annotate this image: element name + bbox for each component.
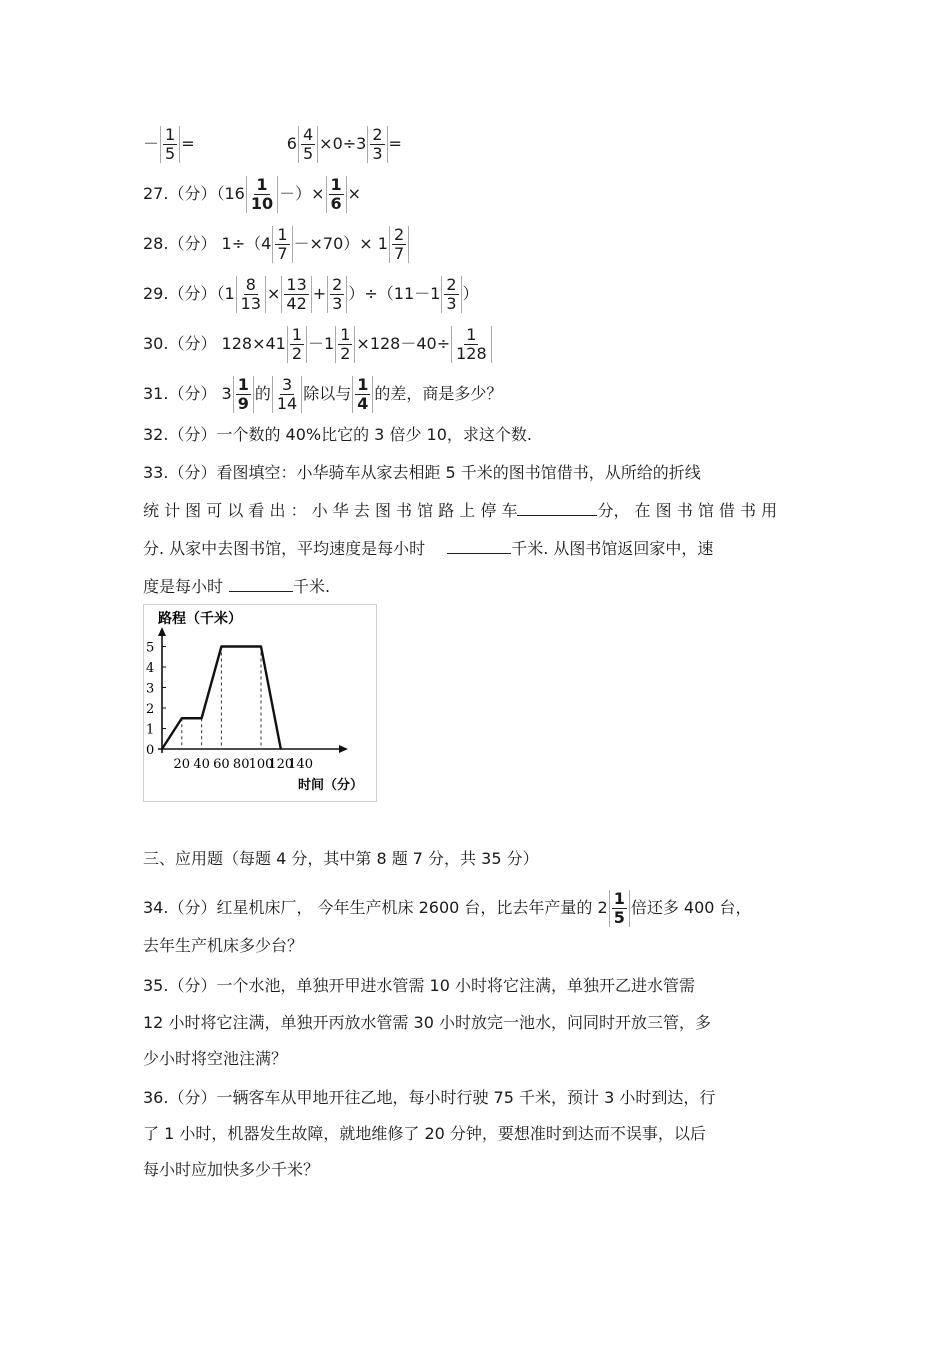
question-36-line-3: 每小时应加快多少千米？ — [143, 1160, 320, 1179]
x-tick-label: 120 — [268, 757, 294, 772]
chart-xlabel: 时间（分） — [298, 778, 364, 793]
x-tick-label: 60 — [213, 757, 230, 772]
question-33-line-1: 33.（分）看图填空：小华骑车从家去相距 5 千米的图书馆借书，从所给的折线 — [143, 463, 701, 482]
x-tick-label: 20 — [173, 757, 191, 772]
question-30: 30.（分） 128×41 $\frac{1}{2}$ －1 $\frac{1}{2}$ ×128－40÷ $\frac{1}{128}$ — [143, 326, 493, 363]
fraction: $\frac{1}{6}$ — [326, 176, 347, 213]
question-33-line-3: 分. 从家中去图书馆，平均速度是每小时 千米. 从图书馆返回家中，速 — [143, 539, 714, 558]
chart-title: 路程（千米） — [158, 611, 242, 627]
fraction: $\frac{2}{3}$ — [327, 276, 347, 313]
data-point — [161, 748, 163, 750]
y-tick-label: 3 — [146, 681, 155, 697]
answer-blank[interactable] — [517, 499, 597, 516]
chart-svg — [144, 605, 376, 801]
question-33-line-4: 度是每小时 千米. — [143, 577, 331, 596]
fraction: $\frac{1}{7}$ — [272, 226, 292, 263]
question-35-line-1: 35.（分）一个水池，单独开甲进水管需 10 小时将它注满，单独开乙进水管需 — [143, 976, 695, 995]
fraction: $\frac{4}{5}$ — [298, 126, 318, 163]
question-36-line-2: 了 1 小时，机器发生故障，就地维修了 20 分钟，要想准时到达而不误事，以后 — [143, 1124, 706, 1143]
y-tick-label: 4 — [146, 661, 155, 676]
x-tick-label: 100 — [248, 757, 274, 772]
fraction: $\frac{3}{14}$ — [272, 376, 302, 413]
fraction: $\frac{13}{42}$ — [281, 276, 311, 313]
fraction: $\frac{1}{10}$ — [246, 176, 278, 213]
y-tick-label: 2 — [146, 702, 155, 717]
y-tick-label: 0 — [146, 743, 155, 758]
fraction: $\frac{1}{128}$ — [451, 326, 492, 363]
distance-line — [162, 647, 281, 750]
section-3-heading: 三、应用题（每题 4 分，其中第 8 题 7 分，共 35 分） — [143, 849, 539, 868]
answer-blank[interactable] — [229, 575, 293, 592]
data-point — [280, 748, 282, 750]
question-34-line-2: 去年生产机床多少台？ — [143, 936, 304, 955]
data-point — [260, 646, 262, 648]
question-32: 32.（分）一个数的 40%比它的 3 倍少 10，求这个数. — [143, 425, 532, 444]
fraction: $\frac{1}{4}$ — [352, 376, 373, 413]
x-tick-label: 80 — [232, 757, 250, 772]
fraction: $\frac{8}{13}$ — [236, 276, 266, 313]
question-29: 29.（分）（1 $\frac{8}{13}$ × $\frac{13}{42}$ + $\frac{2}{3}$ ）÷（11－1 $\frac{2}{3}$ ） — [143, 275, 479, 313]
y-tick-label: 5 — [146, 640, 155, 656]
y-axis-arrow — [158, 627, 166, 636]
fraction: $\frac{2}{3}$ — [441, 276, 461, 313]
chart-ticks — [146, 641, 313, 773]
expression-line-top: － $\frac{1}{5}$ = 6 $\frac{4}{5}$ ×0÷3 $\frac{2}{3}$ = — [143, 125, 402, 163]
question-35-line-3: 少小时将空池注满？ — [143, 1049, 288, 1068]
fraction: $\frac{2}{7}$ — [389, 226, 409, 263]
data-point — [201, 717, 203, 719]
question-27: 27.（分）（16 $\frac{1}{10}$ －）× $\frac{1}{6}$ × — [143, 175, 362, 213]
fraction: $\frac{1}{5}$ — [160, 126, 180, 163]
question-35-line-2: 12 小时将它注满，单独开丙放水管需 30 小时放完一池水，问同时开放三管，多 — [143, 1013, 711, 1032]
fraction: $\frac{1}{5}$ — [609, 890, 630, 927]
fraction: $\frac{2}{3}$ — [367, 126, 387, 163]
data-point — [181, 717, 183, 719]
question-34-line-1: 34.（分）红星机床厂， 今年生产机床 2600 台，比去年产量的 2 $\frac{1}{5}$ 倍还多 400 台， — [143, 889, 752, 927]
question-36-line-1: 36.（分）一辆客车从甲地开往乙地，每小时行驶 75 千米，预计 3 小时到达，行 — [143, 1088, 716, 1107]
x-tick-label: 140 — [288, 757, 314, 772]
question-31: 31.（分） 3 $\frac{1}{9}$ 的 $\frac{3}{14}$ 除以与 $\frac{1}{4}$ 的差，商是多少？ — [143, 375, 503, 413]
x-tick-label: 40 — [193, 757, 210, 772]
distance-time-chart — [143, 604, 377, 802]
fraction: $\frac{1}{2}$ — [335, 326, 355, 363]
answer-blank[interactable] — [447, 537, 511, 554]
question-28: 28.（分） 1÷（4 $\frac{1}{7}$ －×70）× 1 $\frac{2}{7}$ — [143, 226, 410, 263]
y-tick-label: 1 — [146, 722, 155, 738]
fraction: $\frac{1}{9}$ — [233, 376, 254, 413]
x-axis-arrow — [339, 745, 348, 753]
fraction: $\frac{1}{2}$ — [287, 326, 307, 363]
question-33-line-2: 统 计 图 可 以 看 出 ： 小 华 去 图 书 馆 路 上 停 车 分， 在 图 书 馆 借 书 用 — [143, 501, 778, 520]
data-point — [221, 646, 223, 648]
minus-sign: － — [143, 134, 160, 153]
chart-guides — [182, 647, 261, 750]
